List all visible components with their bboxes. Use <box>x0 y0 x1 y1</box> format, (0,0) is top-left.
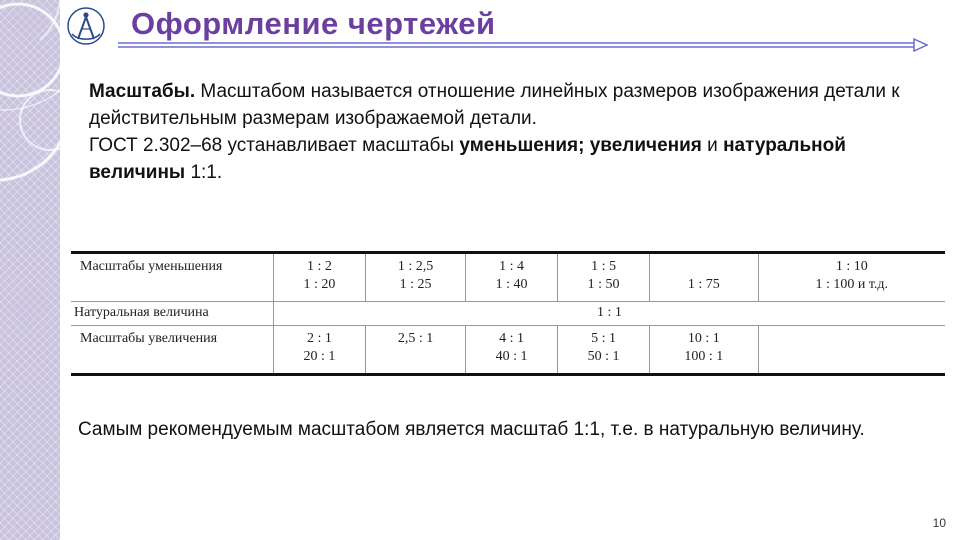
page-number: 10 <box>932 516 946 530</box>
cell-line: 2 : 1 <box>307 331 332 347</box>
table-cell <box>650 253 758 302</box>
table-row-enlargement <box>71 326 945 375</box>
cell-line <box>653 258 754 276</box>
scales-table <box>71 251 945 376</box>
definition-text: Масштабом называется отношение линейных размеров изображения детали к действительным размерам изображаемой детали. <box>89 81 900 129</box>
cell-line: 1 : 10 <box>835 259 868 274</box>
cell-line: 1 : 100 и т.д. <box>815 277 889 292</box>
table-cell <box>650 326 758 375</box>
table-cell <box>558 326 650 375</box>
table-cell <box>365 326 465 375</box>
cell-line: 1 : 50 <box>587 277 620 292</box>
cell-line: 1 : 75 <box>687 277 720 292</box>
decorative-sidebar <box>0 0 60 540</box>
intro-text <box>89 78 909 186</box>
table-row-reduction <box>71 253 945 302</box>
row-label: Масштабы уменьшения <box>80 259 223 274</box>
table-cell: 1 : 1 <box>274 301 946 325</box>
scale-types-text: уменьшения; увеличения <box>459 135 702 156</box>
table-cell <box>758 253 945 302</box>
table-cell <box>558 253 650 302</box>
table-cell <box>466 253 558 302</box>
table-cell <box>758 326 945 375</box>
natural-size-label: натуральной величины <box>89 135 846 183</box>
table-cell <box>466 326 558 375</box>
cell-line: 2,5 : 1 <box>397 331 434 347</box>
table-row-natural <box>71 301 945 325</box>
cell-line: 4 : 1 <box>499 331 525 347</box>
conclusion-text: Самым рекомендуемым масштабом является масштаб 1:1, т.е. в натуральную величину. <box>78 419 865 440</box>
table-cell <box>365 253 465 302</box>
cell-line: 1 : 25 <box>399 277 432 292</box>
cell-line: 50 : 1 <box>587 349 620 365</box>
cell-line: 1 : 2 <box>307 259 332 274</box>
conjunction-text: и <box>701 135 724 156</box>
slide-title: Оформление чертежей <box>131 6 496 41</box>
cell-line: 10 : 1 <box>687 331 720 347</box>
cell-line: 1 : 40 <box>495 277 528 292</box>
cell-line: 100 : 1 <box>684 349 724 365</box>
cell-line: 40 : 1 <box>495 349 528 365</box>
cell-line: 1 : 4 <box>499 259 525 274</box>
arrow-right-icon <box>118 38 928 52</box>
row-label: Масштабы увеличения <box>71 326 274 375</box>
compass-logo-icon <box>66 6 106 46</box>
term-label: Масштабы. <box>89 81 196 102</box>
cell-line: 1 : 2,5 <box>397 259 434 274</box>
table-cell <box>274 253 366 302</box>
natural-scale-value: 1:1. <box>185 162 223 183</box>
cell-line: 1 : 5 <box>591 259 616 274</box>
cell-line: 1 : 20 <box>303 277 336 292</box>
gost-paragraph <box>89 132 909 186</box>
definition-paragraph <box>89 78 909 132</box>
table-cell <box>274 326 366 375</box>
cell-line: 20 : 1 <box>303 349 336 365</box>
row-label: Натуральная величина <box>71 301 274 325</box>
cell-line: 5 : 1 <box>591 331 616 347</box>
gost-text: ГОСТ 2.302–68 устанавливает масштабы <box>89 135 460 156</box>
